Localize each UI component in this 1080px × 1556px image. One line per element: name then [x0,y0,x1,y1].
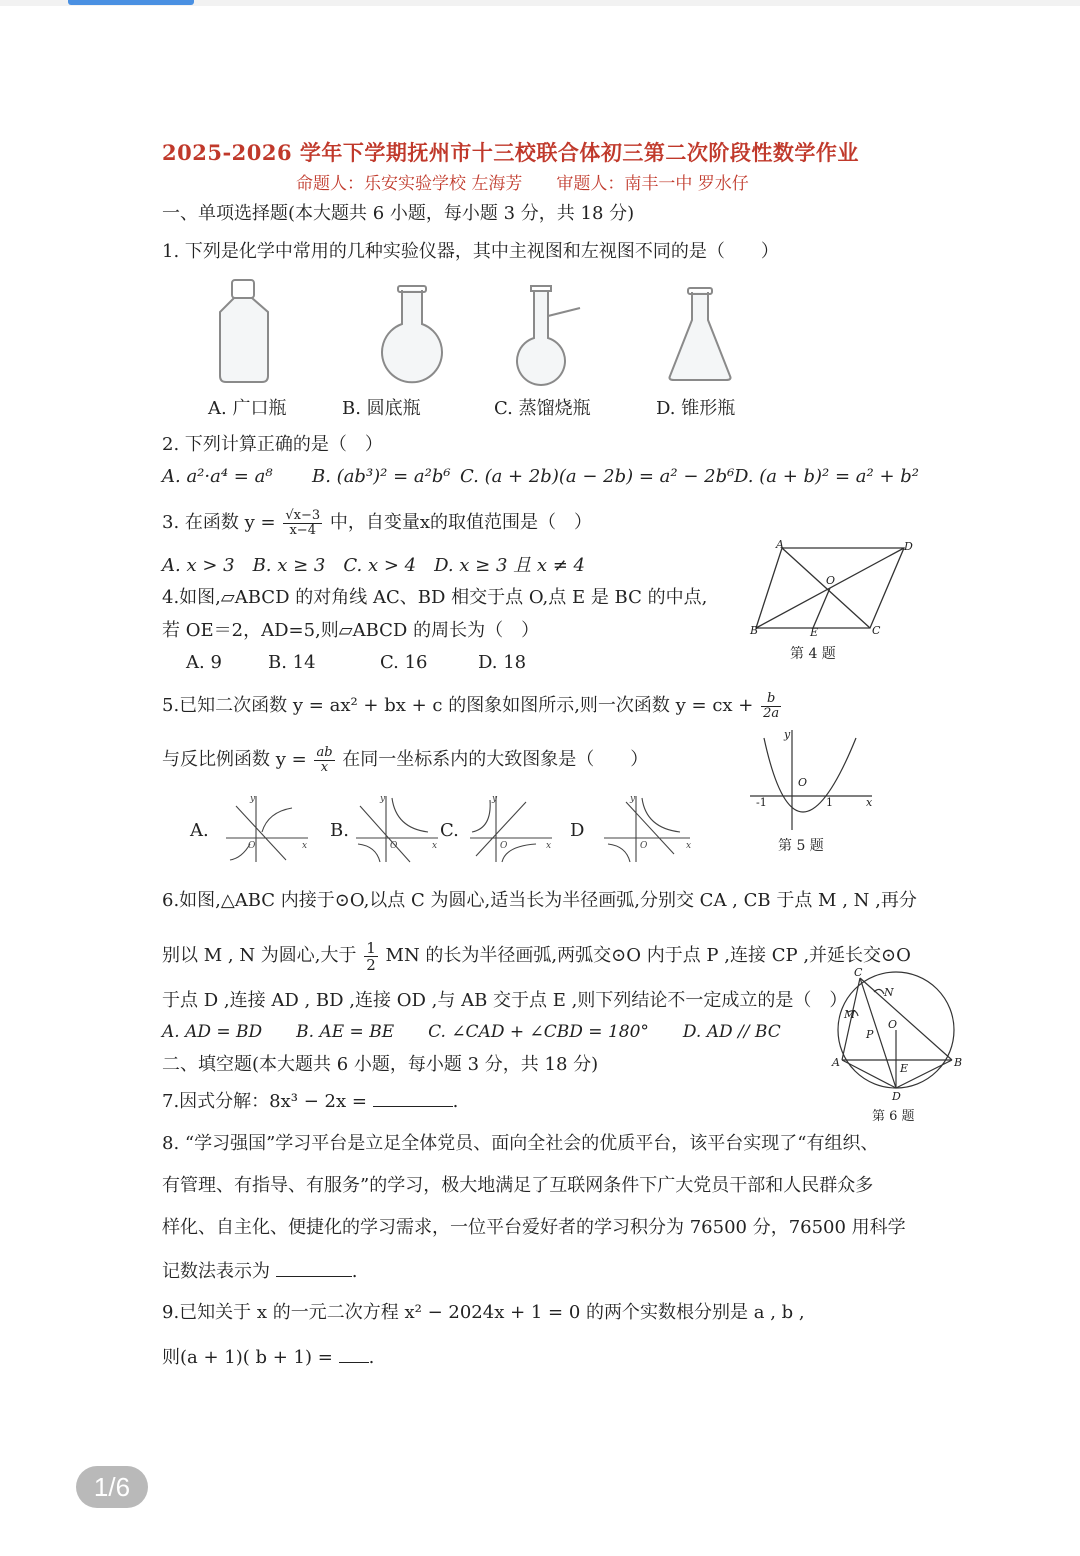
q4-caption: 第 4 题 [790,646,836,662]
q5-option-b-label: B. [330,820,349,841]
q5-option-a-label: A. [190,820,209,841]
q4-label-o: O [826,574,836,587]
q5a-axis-y: y [250,794,256,804]
q6-label-e: E [900,1062,909,1075]
q5a-axis-x: x [302,841,308,851]
q6-label-o: O [888,1018,898,1031]
q5-line2-post: 在同一坐标系内的大致图象是（ ） [342,749,649,770]
q5c-axis-y: y [492,794,498,804]
q8-end: . [351,1261,358,1282]
q5c-axis-o: O [500,841,508,851]
q6-frac-num: 1 [366,938,376,957]
q3-frac-num: √x−3 [285,507,321,523]
q4-line1: 4.如图,▱ABCD 的对角线 AC、BD 相交于点 O,点 E 是 BC 的中点, [162,587,708,608]
q5-line2 [162,744,648,776]
section1-heading: 一、单项选择题(本大题共 6 小题，每小题 3 分，共 18 分) [162,203,635,224]
q5-fig-axis-x: x [866,796,873,809]
q2-option-d: D. (a + b)² = a² + b² [734,466,920,487]
authors-line: 命题人：乐安实验学校 左海芳 审题人：南丰一中 罗水仔 [296,174,749,194]
q3-stem-pre: 3. 在函数 y = [162,512,276,533]
q1-option-d: D. 锥形瓶 [656,398,736,419]
q5-line2-frac-den: x [320,759,329,775]
erlenmeyer-flask-image [670,288,731,380]
q5-option-d-label: D [570,820,585,841]
q9-end: . [368,1347,375,1368]
q5-fig-tick-pos: 1 [826,796,833,809]
q6-options: A. AD = BD B. AE = BE C. ∠CAD + ∠CBD = 180° D. AD // BC [162,1022,781,1042]
q8-answer-blank[interactable] [276,1260,352,1277]
q3-options: A. x > 3 B. x ≥ 3 C. x > 4 D. x ≥ 3 且 x ≠ 4 [162,555,586,576]
top-progress-bar [68,0,194,5]
section2-heading: 二、填空题(本大题共 6 小题，每小题 3 分，共 18 分) [162,1054,599,1075]
q2-option-b: B. (ab³)² = a²b⁶ [312,466,451,487]
q5-line1-frac-den: 2a [763,705,780,721]
q4-line2: 若 OE＝2，AD=5,则▱ABCD 的周长为（ ） [162,620,540,641]
q8-line4 [162,1260,357,1283]
q3-stem [162,508,592,538]
q5-line1-frac-num: b [761,692,781,707]
q7-stem-text: 7.因式分解：8x³ − 2x = [162,1091,367,1112]
q5b-axis-o: O [390,841,398,851]
q5-parabola-figure [746,726,880,856]
q6-line2-fraction [364,940,378,973]
q6-line3: 于点 D ,连接 AD , BD ,连接 OD ,与 AB 交于点 E ,则下列结论不一定成立的是（ ） [162,990,848,1011]
q5-fig-axis-y: y [784,728,791,741]
q3-fraction [283,509,322,538]
q5-option-c-graph [466,792,556,866]
q6-line2-post: MN 的长为半径画弧,两弧交⊙O 内于点 P ,连接 CP ,并延长交⊙O [385,945,911,966]
q5-line1 [162,690,783,722]
q5-line1-fraction [761,692,781,721]
q9-line2 [162,1346,374,1369]
q5a-axis-o: O [248,841,256,851]
q1-flask-images [200,272,800,390]
q9-line2-pre: 则(a + 1)( b + 1) = [162,1347,333,1368]
q5-option-a-graph [222,792,312,866]
q6-circle-figure [828,968,968,1126]
wide-mouth-bottle-image [220,280,268,382]
q5-line1-pre: 5.已知二次函数 y = ax² + bx + c 的图象如图所示,则一次函数 y = cx + [162,695,754,716]
q2-stem: 2. 下列计算正确的是（ ） [162,434,383,455]
q4-label-b: B [750,624,759,637]
q3-frac-den: x−4 [289,522,316,538]
q6-line1: 6.如图,△ABC 内接于⊙O,以点 C 为圆心,适当长为半径画弧,分别交 CA , CB 于点 M , N ,再分 [162,890,917,911]
q5-fig-tick-neg: -1 [756,796,767,809]
q5d-axis-o: O [640,841,648,851]
round-bottom-flask-image [382,286,442,382]
q5-line2-frac-num: ab [316,744,333,760]
q4-option-d: D. 18 [478,652,527,673]
q6-label-c: C [854,968,863,979]
q5-fig-origin: O [798,776,808,789]
q3-stem-post: 中，自变量x的取值范围是（ ） [329,512,592,533]
q6-caption: 第 6 题 [872,1109,915,1124]
q5-line2-fraction [314,746,334,775]
q1-option-a: A. 广口瓶 [208,398,287,419]
q1-option-c: C. 蒸馏烧瓶 [494,398,591,419]
q5d-axis-x: x [686,841,692,851]
q2-option-a: A. a²·a⁴ = a⁸ [162,466,273,487]
q6-label-d: D [892,1090,901,1103]
q4-option-a: A. 9 [186,652,222,673]
q5-option-b-graph [352,792,442,866]
top-progress-track [0,0,1080,6]
q7-stem [162,1090,458,1113]
q1-option-b: B. 圆底瓶 [342,398,421,419]
q6-label-b: B [954,1056,963,1069]
q5-caption: 第 5 题 [778,838,824,854]
q7-end: . [452,1091,459,1112]
q4-option-c: C. 16 [380,652,428,673]
q9-line1: 9.已知关于 x 的一元二次方程 x² − 2024x + 1 = 0 的两个实数根分别是 a , b , [162,1302,805,1323]
q1-stem: 1. 下列是化学中常用的几种实验仪器，其中主视图和左视图不同的是（ ） [162,241,779,262]
q8-line1: 8. “学习强国”学习平台是立足全体党员、面向全社会的优质平台，该平台实现了“有组织、 [162,1133,879,1154]
q5-line2-pre: 与反比例函数 y = [162,749,307,770]
q5b-axis-y: y [380,794,386,804]
q6-label-p: P [866,1028,874,1041]
q4-option-b: B. 14 [268,652,316,673]
q8-last-pre: 记数法表示为 [162,1261,270,1282]
q6-line2-pre: 别以 M , N 为圆心,大于 [162,945,357,966]
q2-option-c: C. (a + 2b)(a − 2b) = a² − 2b⁶ [460,466,735,487]
q4-label-e: E [810,626,819,639]
q5b-axis-x: x [432,841,438,851]
q5-option-d-graph [600,792,696,866]
q6-label-m: M [844,1008,856,1021]
q6-label-n: N [884,986,894,999]
q4-label-c: C [872,624,881,637]
q6-line2 [162,938,911,974]
q6-frac-den: 2 [366,955,376,974]
q8-line2: 有管理、有指导、有服务”的学习，极大地满足了互联网条件下广大党员干部和人民群众多 [162,1175,874,1196]
q8-line3: 样化、自主化、便捷化的学习需求，一位平台爱好者的学习积分为 76500 分，76500 用科学 [162,1217,906,1238]
q9-answer-blank[interactable] [339,1346,369,1363]
q7-answer-blank[interactable] [373,1090,453,1107]
page-indicator[interactable]: 1/6 [76,1466,148,1508]
q5c-axis-x: x [546,841,552,851]
q4-parallelogram-figure [744,538,924,668]
distilling-flask-image [517,286,580,385]
q5d-axis-y: y [630,794,636,804]
q5-option-c-label: C. [440,820,459,841]
q4-label-a: A [776,538,784,551]
page-title: 2025-2026 学年下学期抚州市十三校联合体初三第二次阶段性数学作业 [162,140,859,165]
q4-label-d: D [904,540,913,553]
q6-label-a: A [832,1056,840,1069]
